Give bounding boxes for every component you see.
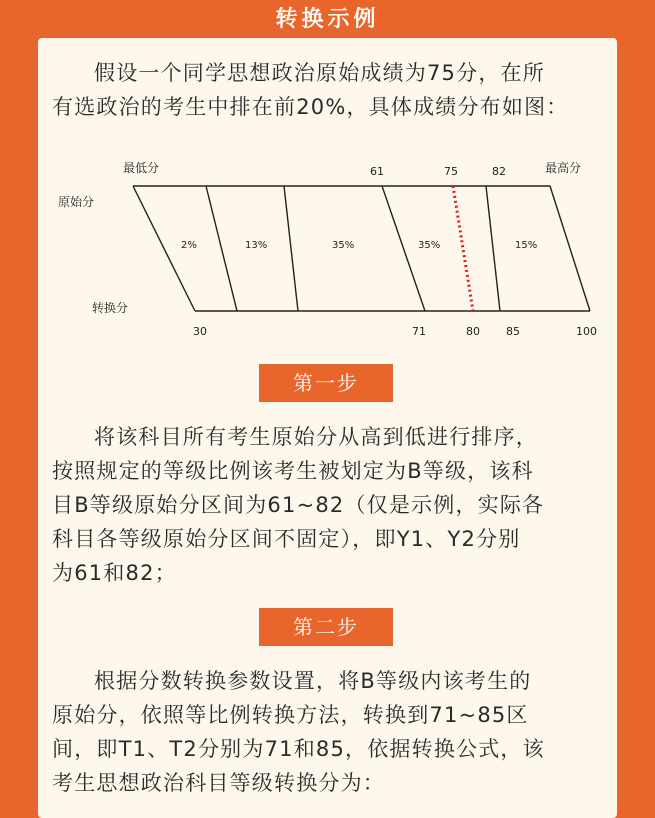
diagram-segment-label: 35% bbox=[332, 240, 355, 251]
intro-paragraph bbox=[52, 56, 612, 124]
step1-line: 按照规定的等级比例该考生被划定为B等级，该科 bbox=[52, 459, 534, 483]
diagram-boundary bbox=[284, 186, 298, 311]
diagram-segment-label: 35% bbox=[418, 240, 441, 251]
diagram-top-left-label: 最低分 bbox=[123, 161, 160, 175]
step2-paragraph bbox=[52, 664, 612, 800]
diagram-top-tick: 75 bbox=[444, 165, 458, 178]
step1-paragraph bbox=[52, 420, 612, 590]
diagram-raw-label: 原始分 bbox=[58, 195, 95, 209]
diagram-top-tick: 82 bbox=[492, 165, 506, 178]
score-conversion-diagram bbox=[0, 150, 655, 350]
step2-badge: 第二步 bbox=[259, 608, 393, 646]
step1-line: 将该科目所有考生原始分从高到低进行排序， bbox=[94, 425, 538, 449]
diagram-top-tick: 61 bbox=[370, 165, 384, 178]
diagram-bottom-tick: 100 bbox=[576, 325, 597, 338]
diagram-bottom-tick: 71 bbox=[412, 325, 426, 338]
diagram-bottom-tick: 85 bbox=[506, 325, 520, 338]
intro-line: 有选政治的考生中排在前20%，具体成绩分布如图： bbox=[52, 95, 569, 119]
intro-line: 假设一个同学思想政治原始成绩为75分，在所 bbox=[94, 61, 545, 85]
page-title: 转换示例 bbox=[275, 7, 380, 32]
diagram-top-right-label: 最高分 bbox=[545, 161, 582, 175]
diagram-bottom-tick: 80 bbox=[466, 325, 480, 338]
diagram-score-marker bbox=[453, 186, 473, 311]
step2-line: 根据分数转换参数设置，将B等级内该考生的 bbox=[94, 669, 532, 693]
diagram-boundary bbox=[486, 186, 500, 311]
diagram-bottom-tick: 30 bbox=[193, 325, 207, 338]
header-bar bbox=[0, 0, 655, 40]
step2-line: 间，即T1、T2分别为71和85，依据转换公式，该 bbox=[52, 737, 545, 761]
diagram-segment-label: 2% bbox=[181, 240, 197, 251]
diagram-segment-label: 13% bbox=[245, 240, 268, 251]
step2-line: 原始分，依照等比例转换方法，转换到71~85区 bbox=[52, 703, 529, 727]
diagram-segment-label: 15% bbox=[515, 240, 538, 251]
diagram-converted-label: 转换分 bbox=[92, 301, 129, 315]
step1-badge: 第一步 bbox=[259, 364, 393, 402]
diagram-boundary bbox=[206, 186, 237, 311]
step2-line: 考生思想政治科目等级转换分为： bbox=[52, 771, 385, 795]
step1-line: 为61和82； bbox=[52, 561, 177, 585]
diagram-boundary bbox=[550, 186, 590, 311]
step1-line: 科目各等级原始分区间不固定），即Y1、Y2分别 bbox=[52, 527, 521, 551]
step1-line: 目B等级原始分区间为61~82（仅是示例，实际各 bbox=[52, 493, 545, 517]
